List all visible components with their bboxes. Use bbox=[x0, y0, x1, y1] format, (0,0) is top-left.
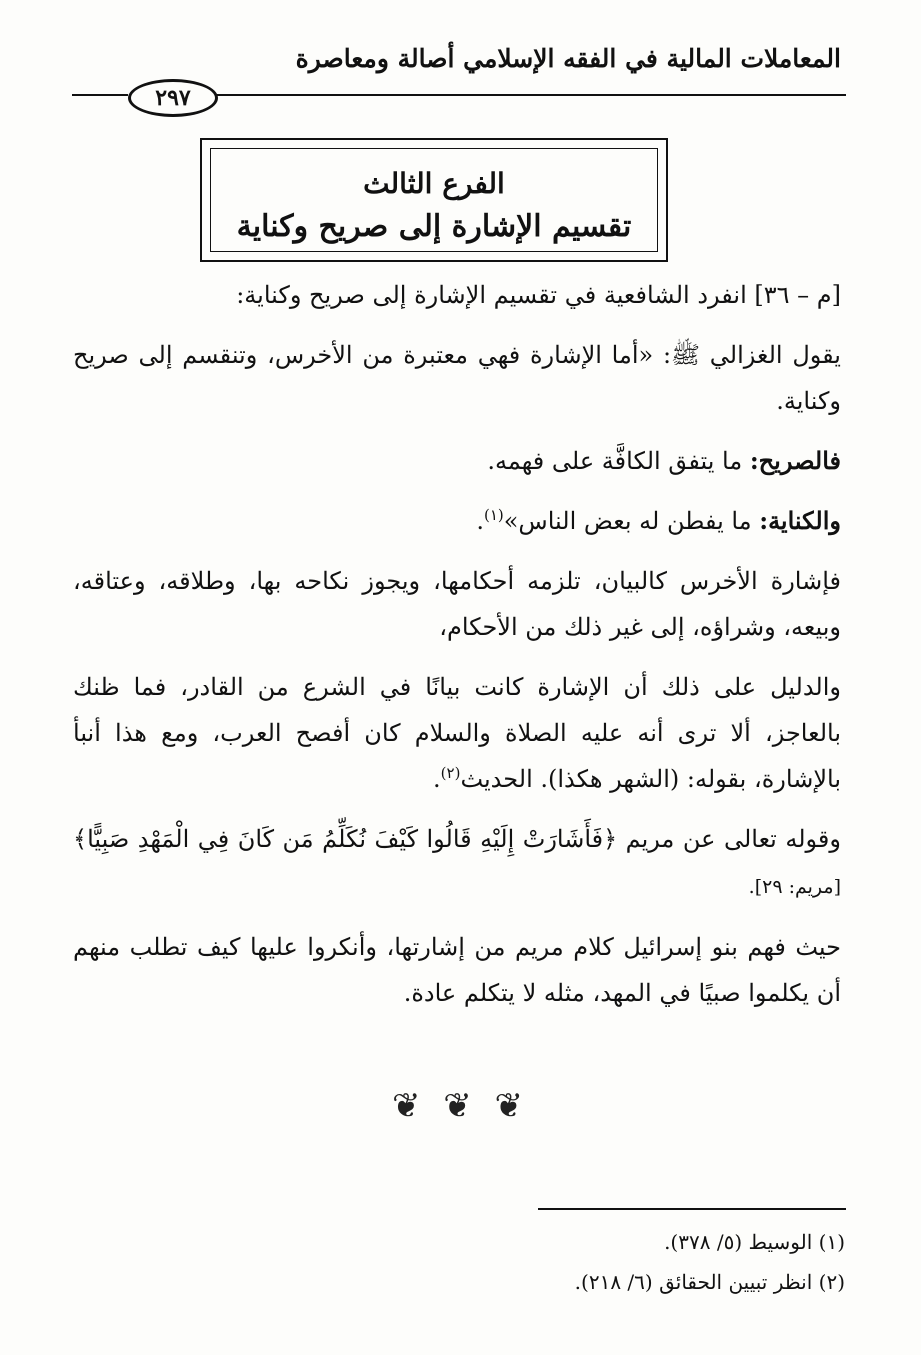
section-end-ornament: ❦ ❦ ❦ bbox=[391, 1086, 530, 1126]
header-rule-right bbox=[212, 94, 846, 96]
section-title-inner-frame bbox=[210, 148, 658, 252]
verse-reference: [مريم: ٢٩]. bbox=[748, 876, 841, 898]
footnotes bbox=[245, 1222, 845, 1302]
paragraph-6-end: . bbox=[433, 765, 441, 793]
paragraph-4-end: . bbox=[476, 507, 484, 535]
body-text bbox=[73, 272, 841, 1030]
section-title-box bbox=[200, 138, 668, 262]
paragraph-5: فإشارة الأخرس كالبيان، تلزمه أحكامها، ويجوز نكاحه بها، وطلاقه، وعتاقه، وبيعه، وشراؤه، إلى غير ذلك من الأحكام، bbox=[73, 567, 841, 641]
paragraph-7 bbox=[73, 816, 841, 910]
footnote-separator bbox=[538, 1208, 846, 1210]
footnote-2: (٢) انظر تبيين الحقائق (٦/ ٢١٨). bbox=[574, 1270, 845, 1294]
paragraph-2: يقول الغزالي ﷺ: «أما الإشارة فهي معتبرة من الأخرس، وتنقسم إلى صريح وكناية. bbox=[73, 341, 841, 415]
section-subheading: تقسيم الإشارة إلى صريح وكناية bbox=[236, 209, 632, 244]
term-kinaya: والكناية: bbox=[759, 506, 841, 535]
page-number: ٢٩٧ bbox=[128, 79, 218, 117]
footnote-marker-1: (١) bbox=[483, 506, 504, 524]
header-rule-left bbox=[72, 94, 128, 96]
definition-kinaya: ما يفطن له بعض الناس» bbox=[503, 507, 760, 535]
footnote-1: (١) الوسيط (٥/ ٣٧٨). bbox=[664, 1230, 845, 1254]
paragraph-6 bbox=[73, 664, 841, 802]
running-title: المعاملات المالية في الفقه الإسلامي أصالة ومعاصرة bbox=[295, 44, 841, 73]
paragraph-1: [م – ٣٦] انفرد الشافعية في تقسيم الإشارة إلى صريح وكناية: bbox=[236, 281, 841, 309]
paragraph-3 bbox=[73, 438, 841, 484]
definition-sarih: ما يتفق الكافَّة على فهمه. bbox=[487, 447, 750, 475]
paragraph-6-text: والدليل على ذلك أن الإشارة كانت بيانًا في الشرع من القادر، فما ظنك بالعاجز، ألا ترى أنه عليه الصلاة والسلام كان أفصح العرب، ومع هذا أنبأ بالإشارة، بقوله: (الشهر هكذا). الحديث bbox=[73, 673, 841, 793]
quran-verse: وقوله تعالى عن مريم ﴿فَأَشَارَتْ إِلَيْهِ قَالُوا كَيْفَ نُكَلِّمُ مَن كَانَ فِي الْمَهْدِ صَبِيًّا﴾ bbox=[73, 825, 841, 853]
paragraph-8: حيث فهم بنو إسرائيل كلام مريم من إشارتها، وأنكروا عليها كيف تطلب منهم أن يكلموا صبيًا في المهد، مثله لا يتكلم عادة. bbox=[73, 933, 841, 1007]
paragraph-4 bbox=[73, 498, 841, 544]
footnote-marker-2: (٢) bbox=[440, 764, 461, 782]
term-sarih: فالصريح: bbox=[749, 446, 841, 475]
section-heading: الفرع الثالث bbox=[363, 167, 505, 200]
